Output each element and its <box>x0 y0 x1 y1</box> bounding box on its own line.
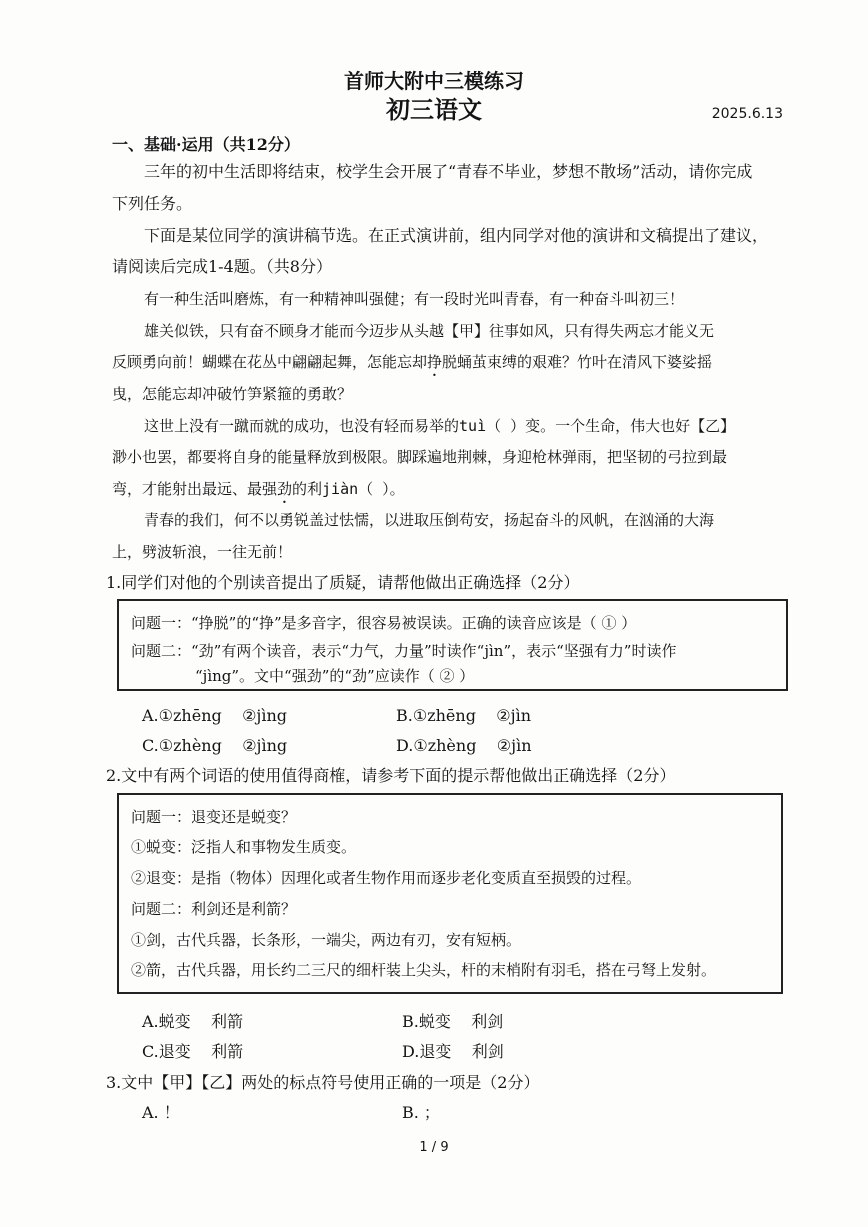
essay-line: 青春的我们，何不以勇锐盖过怯懦，以进取压倒苟安，扬起奋斗的风帆，在汹涌的大海 <box>144 511 715 529</box>
intro-line: 请阅读后完成1-4题。（共8分） <box>112 257 332 276</box>
essay-line: 上，劈波斩浪，一往无前！ <box>112 543 293 561</box>
intro-line: 三年的初中生活即将结束，校学生会开展了“青春不毕业，梦想不散场”活动，请你完成 <box>144 162 753 181</box>
hint-line: ②退变：是指（物体）因理化或者生物作用而逐步老化变质直至损毁的过程。 <box>131 869 642 887</box>
subject-title: 初三语文 <box>386 95 482 124</box>
question-stem: 1.同学们对他的个别读音提出了质疑，请帮他做出正确选择（2分） <box>106 573 580 592</box>
emphasized-char: 挣 <box>427 353 443 371</box>
hint-line: ①蜕变：泛指人和事物发生质变。 <box>131 838 357 856</box>
page-title: 首师大附中三模练习 <box>344 69 524 93</box>
essay-line: 弯，才能射出最远、最强劲的利jiàn（ ）。 <box>112 480 405 498</box>
hint-line: 问题一：“挣脱”的“挣”是多音字，很容易被误读。正确的读音应该是（ ① ） <box>131 614 637 632</box>
emphasized-char: 劲 <box>277 480 293 498</box>
option-b[interactable]: B.①zhēng ②jìn <box>396 706 532 725</box>
hint-line: 问题一：退变还是蜕变？ <box>131 808 297 826</box>
question-stem: 2.文中有两个词语的使用值得商榷，请参考下面的提示帮他做出正确选择（2分） <box>106 766 676 785</box>
option-a[interactable]: A.①zhēng ②jìng <box>142 706 288 725</box>
essay-line: 有一种生活叫磨炼，有一种精神叫强健；有一段时光叫青春，有一种奋斗叫初三！ <box>144 290 685 308</box>
page-number: 1 / 9 <box>419 1140 449 1155</box>
option-a[interactable]: A. ！ <box>142 1103 180 1122</box>
intro-line: 下列任务。 <box>112 194 193 213</box>
hint-line: 问题二：“劲”有两个读音，表示“力气，力量”时读作“jìn”，表示“坚强有力”时读作 <box>131 642 677 660</box>
option-b[interactable]: B.蜕变 利剑 <box>402 1012 504 1031</box>
essay-line: 曳，怎能忘却冲破竹笋紧箍的勇敢？ <box>112 385 353 403</box>
hint-line: 问题二：利剑还是利箭？ <box>131 900 297 918</box>
option-a[interactable]: A.蜕变 利箭 <box>142 1012 243 1031</box>
essay-line: 渺小也罢，都要将自身的能量释放到极限。脚踩遍地荆棘，身迎枪林弹雨，把坚韧的弓拉到最 <box>112 448 728 466</box>
option-d[interactable]: D.①zhèng ②jìn <box>396 736 532 755</box>
hint-line: ②箭，古代兵器，用长约二三尺的细杆装上尖头，杆的末梢附有羽毛，搭在弓弩上发射。 <box>131 961 717 979</box>
section-heading: 一、基础·运用（共12分） <box>112 135 300 154</box>
essay-line: 雄关似铁，只有奋不顾身才能而今迈步从头越【甲】往事如风，只有得失两忘才能义无 <box>144 322 715 340</box>
option-c[interactable]: C.①zhèng ②jìng <box>142 736 288 755</box>
option-d[interactable]: D.退变 利剑 <box>402 1042 504 1061</box>
essay-line: 反顾勇向前！蝴蝶在花丛中翩翩起舞，怎能忘却挣脱蛹茧束缚的艰难？竹叶在清风下婆娑摇 <box>112 353 713 371</box>
hint-line: “jìng”。文中“强劲”的“劲”应读作（ ② ） <box>195 667 475 685</box>
option-c[interactable]: C.退变 利箭 <box>142 1042 244 1061</box>
option-b[interactable]: B. ； <box>402 1103 440 1122</box>
exam-date: 2025.6.13 <box>711 106 783 122</box>
essay-line: 这世上没有一蹴而就的成功，也没有轻而易举的tuì（ ）变。一个生命，伟大也好【乙】 <box>144 417 736 435</box>
intro-line: 下面是某位同学的演讲稿节选。在正式演讲前，组内同学对他的演讲和文稿提出了建议， <box>144 226 769 245</box>
question-stem: 3.文中【甲】【乙】两处的标点符号使用正确的一项是（2分） <box>106 1073 540 1092</box>
hint-line: ①剑，古代兵器，长条形，一端尖，两边有刃，安有短柄。 <box>131 931 522 949</box>
